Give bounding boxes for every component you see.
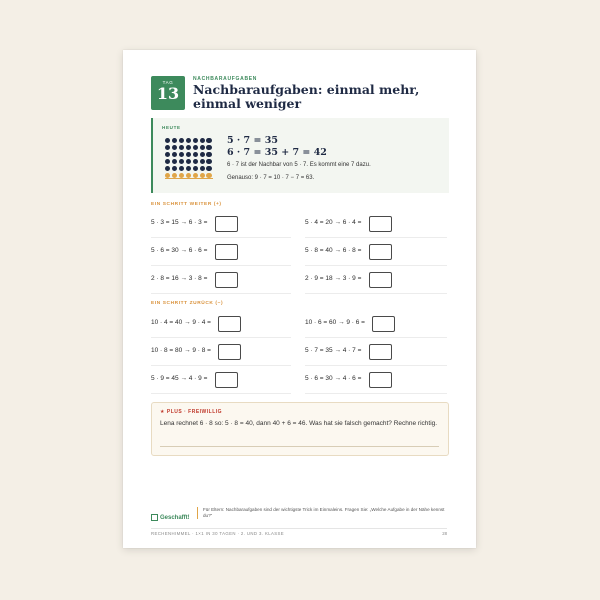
answer-box[interactable] <box>369 372 392 388</box>
task-text: 2 · 8 = 16 → 3 · 8 = <box>151 275 208 282</box>
dot <box>186 145 191 150</box>
row-divider <box>305 265 447 266</box>
dot <box>206 166 211 171</box>
task-text: 10 · 6 = 60 → 9 · 6 = <box>305 319 365 326</box>
dot <box>165 152 170 157</box>
day-tag: TAG <box>162 80 174 85</box>
dot <box>172 145 177 150</box>
answer-box[interactable] <box>369 216 392 232</box>
parent-note: Für Eltern: Nachbaraufgaben sind der wichtigste Trick im Einmaleins. Fragen Sie: „Welche Aufgabe in der Nähe kennst du?“ <box>197 507 453 519</box>
dot <box>200 173 205 178</box>
task-text: 5 · 3 = 15 → 6 · 3 = <box>151 219 208 226</box>
dot-array-underline <box>165 178 213 179</box>
checkbox-icon[interactable] <box>151 514 158 521</box>
dot <box>186 173 191 178</box>
dot <box>179 159 184 164</box>
answer-box[interactable] <box>215 272 238 288</box>
task-row <box>151 244 291 264</box>
dot <box>165 159 170 164</box>
dot <box>165 138 170 143</box>
task-text: 5 · 7 = 35 → 4 · 7 = <box>305 347 362 354</box>
dot <box>206 152 211 157</box>
dot <box>172 152 177 157</box>
dot <box>193 159 198 164</box>
dot <box>172 173 177 178</box>
dot <box>200 152 205 157</box>
heute-genauso: Genauso: 9 · 7 = 10 · 7 − 7 = 63. <box>227 175 315 181</box>
heute-equation-2: 6 · 7 = 35 + 7 = 42 <box>227 147 327 158</box>
row-divider <box>151 393 291 394</box>
row-divider <box>305 365 447 366</box>
dot <box>186 159 191 164</box>
answer-box[interactable] <box>215 244 238 260</box>
dot-array <box>165 138 217 180</box>
task-row <box>305 216 447 236</box>
dot <box>200 159 205 164</box>
task-text: 10 · 4 = 40 → 9 · 4 = <box>151 319 211 326</box>
dot <box>193 152 198 157</box>
plus-label: ★ PLUS · FREIWILLIG <box>160 409 223 415</box>
row-divider <box>151 337 291 338</box>
dot <box>193 138 198 143</box>
dot <box>172 159 177 164</box>
task-row <box>305 372 447 392</box>
day-badge <box>151 76 185 110</box>
dot <box>193 166 198 171</box>
dot <box>179 173 184 178</box>
row-divider <box>151 293 291 294</box>
task-row <box>151 372 291 392</box>
task-text: 5 · 9 = 45 → 4 · 9 = <box>151 375 208 382</box>
task-row <box>151 344 291 364</box>
dot <box>206 173 211 178</box>
dot <box>165 145 170 150</box>
dot <box>193 145 198 150</box>
dot <box>200 145 205 150</box>
task-text: 5 · 6 = 30 → 6 · 6 = <box>151 247 208 254</box>
dot <box>179 166 184 171</box>
answer-box[interactable] <box>372 316 395 332</box>
task-text: 2 · 9 = 18 → 3 · 9 = <box>305 275 362 282</box>
plus-box <box>151 402 449 456</box>
task-text: 10 · 8 = 80 → 9 · 8 = <box>151 347 211 354</box>
task-row <box>305 316 447 336</box>
plus-text: Lena rechnet 6 · 8 so: 5 · 8 = 40, dann 40 + 6 = 46. Was hat sie falsch gemacht? Rechne richtig. <box>160 420 438 427</box>
task-text: 5 · 8 = 40 → 6 · 8 = <box>305 247 362 254</box>
dot <box>206 138 211 143</box>
task-row <box>305 244 447 264</box>
dot <box>186 166 191 171</box>
heute-label: HEUTE <box>162 125 181 130</box>
dot <box>172 166 177 171</box>
geschafft-label: Geschafft! <box>160 515 190 522</box>
row-divider <box>305 293 447 294</box>
kicker: NACHBARAUFGABEN <box>193 76 258 82</box>
dot <box>193 173 198 178</box>
answer-box[interactable] <box>218 344 241 360</box>
answer-box[interactable] <box>369 244 392 260</box>
section-back-label: EIN SCHRITT ZURÜCK (−) <box>151 301 224 306</box>
dot <box>200 138 205 143</box>
geschafft-checkbox[interactable] <box>151 514 190 521</box>
worksheet-page <box>123 50 476 548</box>
row-divider <box>151 265 291 266</box>
section-forward-label: EIN SCHRITT WEITER (+) <box>151 202 222 207</box>
row-divider <box>305 237 447 238</box>
row-divider <box>151 237 291 238</box>
row-divider <box>305 337 447 338</box>
task-row <box>151 272 291 292</box>
answer-box[interactable] <box>369 272 392 288</box>
task-row <box>305 344 447 364</box>
dot <box>179 138 184 143</box>
task-row <box>151 216 291 236</box>
dot <box>165 166 170 171</box>
row-divider <box>305 393 447 394</box>
dot <box>165 173 170 178</box>
dot <box>206 159 211 164</box>
answer-line[interactable] <box>160 446 439 447</box>
heute-box <box>151 118 449 193</box>
footer-series: RECHENHIMMEL · 1×1 IN 30 TAGEN · 2. UND 3. KLASSE <box>151 531 285 536</box>
row-divider <box>151 365 291 366</box>
answer-box[interactable] <box>215 372 238 388</box>
task-row <box>151 316 291 336</box>
heute-equation-1: 5 · 7 = 35 <box>227 135 278 146</box>
dot <box>172 138 177 143</box>
footer-divider <box>151 528 447 529</box>
dot <box>179 152 184 157</box>
task-text: 5 · 6 = 30 → 4 · 6 = <box>305 375 362 382</box>
dot <box>206 145 211 150</box>
task-text: 5 · 4 = 20 → 6 · 4 = <box>305 219 362 226</box>
answer-box[interactable] <box>215 216 238 232</box>
dot <box>200 166 205 171</box>
dot <box>179 145 184 150</box>
heute-explanation: 6 · 7 ist der Nachbar von 5 · 7. Es kommt eine 7 dazu. <box>227 162 371 168</box>
answer-box[interactable] <box>218 316 241 332</box>
page-title: Nachbaraufgaben: einmal mehr, einmal weniger <box>193 82 420 111</box>
day-number: 13 <box>156 84 180 103</box>
dot <box>186 152 191 157</box>
dot <box>186 138 191 143</box>
page-number: 28 <box>442 531 447 536</box>
task-row <box>305 272 447 292</box>
answer-box[interactable] <box>369 344 392 360</box>
